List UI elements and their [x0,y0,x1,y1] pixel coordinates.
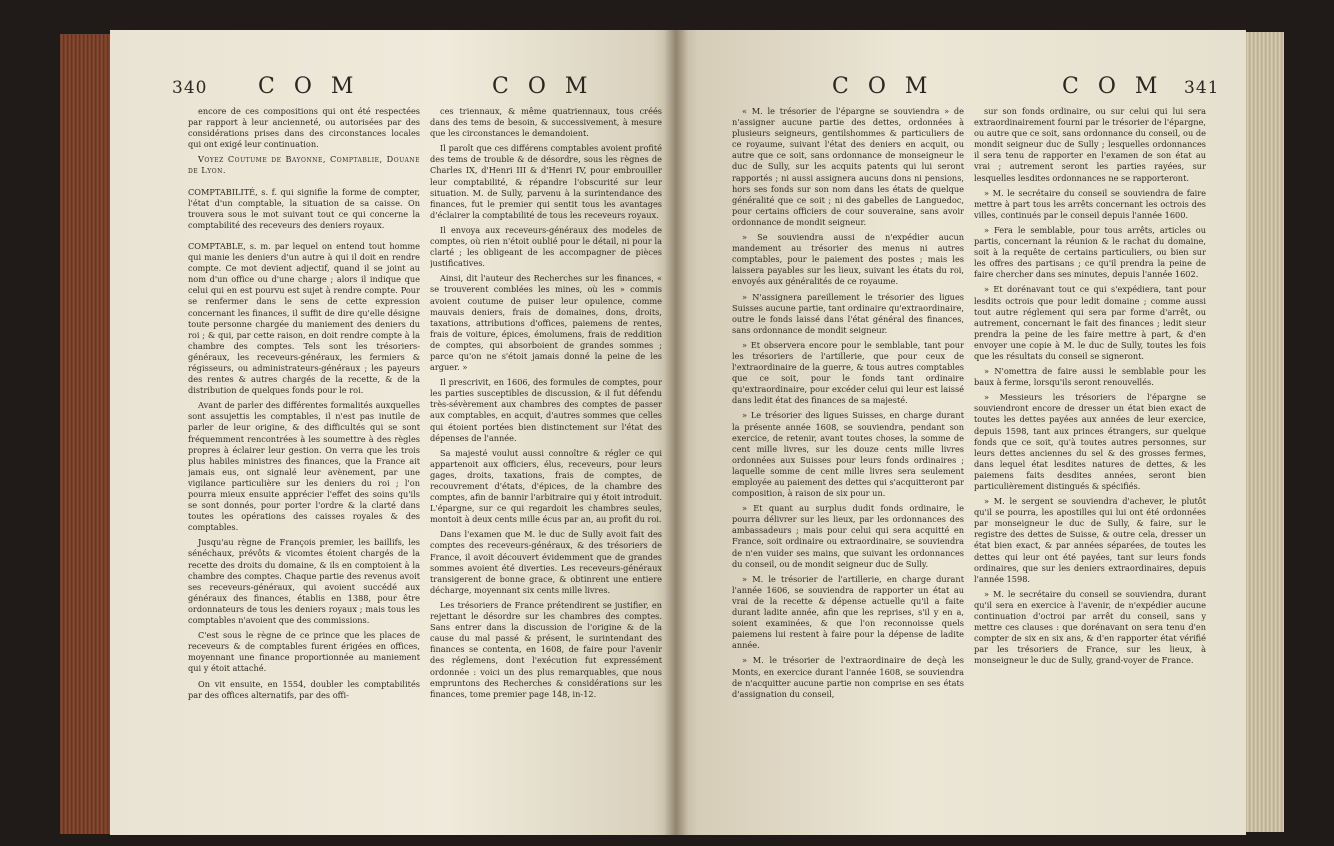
page-edges-right [1240,32,1284,832]
entry-comptabilite: COMPTABILITÉ, s. f. qui signifie la forme de compter, l'état d'un comptable, la situation de sa caisse. On trouvera sous le mot suivant tout ce qui concerne la comptabilité des receveurs des deniers royaux. [188,186,420,230]
paragraph: Il paroît que ces différens comptables avoient profité des tems de trouble & de désordre, sous les règnes de Charles IX, d'Henri III & d'Henri IV, pour embrouiller leur comptabilité, & répandre l'obscurité sur leur situation. M. de Sully, parvenu à la surintendance des finances, fut le premier qui sentit tous les avantages d'éclairer la comptabilité de tous les receveurs royaux. [430,143,662,220]
paragraph: Avant de parler des différentes formalités auxquelles sont assujettis les comptables, il n'est pas inutile de parler de leur origine, & des difficultés qui se sont fréquemment rencontrées à les soumettre à des règles propres à éclairer leur gestion. On verra que les trois plus habiles ministres des finances, que la France ait jamais eus, ont signalé leur avènement, par une vigilance particulière sur les deniers du roi ; l'on pourra mieux ensuite apprécier l'effet des soins qu'ils se sont donnés, pour porter l'ordre & la clarté dans toutes les opérations des caisses royales & des comptables. [188,400,420,533]
paragraph: Dans l'examen que M. le duc de Sully avoit fait des comptes des receveurs-généraux, & des trésoriers de France, il avoit découvert évidemment que de grandes sommes avoient été diverties. Les receveurs-généraux transigerent de bonne grace, & obtinrent une entiere décharge, moyennant six cents mille livres. [430,529,662,595]
paragraph: » Messieurs les trésoriers de l'épargne se souviendront encore de dresser un état bien exact de toutes les dettes payées aux années de leur exercice, depuis 1598, tant aux princes étrangers, sur quelque fonds que ce soit, qu'à toutes autres personnes, sur leurs dettes anciennes du sel & des grosses fermes, dans lequel état lesdites natures de dettes, & les paiemens faits desdites années, seront bien particulièrement distingués & spécifiés. [974,392,1206,491]
left-page-column-1 [188,106,420,806]
right-page-column-1 [732,106,964,806]
paragraph: » N'omettra de faire aussi le semblable pour les baux à ferme, lorsqu'ils seront renouvellés. [974,366,1206,388]
right-page [676,30,1246,835]
right-page-column-2 [974,106,1206,806]
book-gutter [664,30,688,835]
page-number-right: 341 [1184,78,1220,98]
paragraph: encore de ces compositions qui ont été respectées par rapport à leur ancienneté, ou autorisées par des considérations prises dans des circonstances locales qui ont exigé leur continuation. [188,106,420,150]
entry-comptable: COMPTABLE, s. m. par lequel on entend tout homme qui manie les deniers d'un autre à qui il doit en rendre compte. Ce mot devient adjectif, quand il se joint au nom d'un office ou d'une charge ; alors il indique que celui qui en est pourvu est sujet à rendre compte. Pour se renfermer dans le sens de cette expression concernant les finances, il suffit de dire qu'elle désigne toute personne chargée du maniement des deniers du roi ; & qui, par cette raison, en doit rendre compte à la chambre des comptes. Tels sont les trésoriers-généraux, les receveurs-généraux, les fermiers & régisseurs, ou administrateurs-généraux ; les payeurs des rentes & autres chargés de la recette, & de la distribution de quelques fonds pour le roi. [188,240,420,396]
running-head-left-1: C O M [258,74,360,99]
paragraph: Voyez Coutume de Bayonne, Comptablie, Douane de Lyon. [188,154,420,176]
paragraph: » M. le secrétaire du conseil se souviendra de faire mettre à part tous les arrêts concernant les octrois des villes, continués par le conseil depuis l'année 1600. [974,187,1206,220]
paragraph: Ainsi, dit l'auteur des Recherches sur les finances, « se trouverent comblées les mines, où les » commis avoient coutume de puiser leur opulence, comme mauvais deniers, frais de domaines, dons, droits, taxations, attributions d'offices, paiemens de rentes, frais de voiture, épices, émolumens, frais de reddition de comptes, qui absorboient de grandes sommes ; parce qu'on ne s'étoit jamais donné la peine de les arguer. » [430,273,662,373]
page-edges-left [60,34,116,834]
paragraph: Sa majesté voulut aussi connoître & régler ce qui appartenoit aux officiers, élus, receveurs, pour leurs gages, droits, taxations, frais de comptes, de recouvrement d'états, d'épices, de la chambre des comptes, afin de bannir l'arbitraire qui y étoit introduit. L'épargne, sur ce qui regardoit les chambres seules, montoit à deux cents mille écus par an, au profit du roi. [430,447,662,525]
paragraph: Les trésoriers de France prétendirent se justifier, en rejettant le désordre sur les chambres des comptes. Sans entrer dans la discussion de l'origine & de la cause du mal passé & présent, le surintendant des finances se contenta, en 1608, de faire pour l'avenir des réglemens, dont l'exécution fut expressément ordonnée : voici un des plus remarquables, que nous empruntons des Recherches & considérations sur les finances, tome premier page 148, in-12. [430,599,662,699]
paragraph: » M. le trésorier de l'artillerie, en charge durant l'année 1606, se souviendra de rapporter un état au vrai de la recette & dépense actuelle qu'il a faite durant ladite année, afin que les reprises, s'il y en a, soient examinées, & que l'on reconnoisse quels paiemens lui restent à faire pour la dépense de ladite année. [732,573,964,651]
left-page-column-2 [430,106,662,806]
paragraph: Il prescrivit, en 1606, des formules de comptes, pour les parties susceptibles de discussion, & il fut défendu très-sévèrement aux chambres des comptes de passer aux comptables, en acquit, d'autres sommes que celles qui étoient portées bien distinctement sur l'état des dépenses de l'année. [430,377,662,443]
paragraph: Jusqu'au règne de François premier, les baillifs, les sénéchaux, prévôts & vicomtes étoient chargés de la recette des droits du domaine, & ils en comptoient à la chambre des comptes. Chaque partie des revenus avoit ses receveurs-généraux, qui avoient succédé aux généraux des finances, établis en 1388, pour être ordonnateurs de tous les deniers royaux ; mais tous les comptables n'avoient que des commissions. [188,537,420,626]
paragraph: » Se souviendra aussi de n'expédier aucun mandement au trésorier des menus ni autres comptables, pour le paiement des postes ; mais les laissera payables sur les lieux, suivant les états du roi, envoyés aux généralités de ce royaume. [732,232,964,287]
running-head-left-2: C O M [492,74,594,99]
paragraph: » M. le sergent se souviendra d'achever, le plutôt qu'il se pourra, les apostilles qui lui ont été ordonnées par monseigneur le duc de Sully, & faire, sur le registre des dettes de Suisse, & outre cela, dresser un état bien exact, & par années séparées, de toutes les dettes qui leur ont été payées, tant sur leurs fonds ordinaires, que sur les deniers extraordinaires, depuis l'année 1598. [974,496,1206,584]
paragraph: C'est sous le règne de ce prince que les places de receveurs & de comptables furent érigées en offices, moyennant une finance proportionnée au maniement qui y étoit attaché. [188,630,420,674]
paragraph: » M. le trésorier de l'extraordinaire de deçà les Monts, en exercice durant l'année 1608, se souviendra de n'acquitter aucune partie non comprise en ses états d'assignation du conseil, [732,655,964,699]
paragraph: ces triennaux, & même quatriennaux, tous créés dans des tems de besoin, & successivement, à mesure que les circonstances le demandoient. [430,106,662,139]
left-page [110,30,676,835]
paragraph: » N'assignera pareillement le trésorier des ligues Suisses aucune partie, tant ordinaire qu'extraordinaire, outre le fonds laissé dans l'état général des finances, sans ordonnance de mondit seigneur. [732,291,964,335]
paragraph: Il envoya aux receveurs-généraux des modeles de comptes, où rien n'étoit oublié pour le détail, ni pour la clarté ; les obligeant de les accompagner de pièces justificatives. [430,224,662,269]
paragraph: » Fera le semblable, pour tous arrêts, articles ou partis, concernant la réunion & le rachat du domaine, soit à la requête de certains particuliers, ou bien sur les offres des partisans ; ce qu'il prendra la peine de faire chercher dans ses minutes, depuis l'année 1602. [974,224,1206,280]
paragraph: sur son fonds ordinaire, ou sur celui qui lui sera extraordinairement fourni par le trésorier de l'épargne, ou autre que ce soit, sans ordonnance du conseil, ou de mondit seigneur duc de Sully ; lesquelles ordonnances il sera tenu de rapporter en l'examen de son état au vrai ; autrement seront les parties rayées, sur lesquelles lesdites ordonnances ne se rapporteront. [974,106,1206,183]
paragraph: » Et dorénavant tout ce qui s'expédiera, tant pour lesdits octrois que pour ledit domaine ; comme aussi tout autre réglement qui sera par forme d'arrêt, ou autrement, concernant le fait des finances ; ledit sieur prendra la peine de les faire mettre à part, & d'en envoyer une copie à M. le duc de Sully, toutes les fois que les résultats du conseil se signeront. [974,284,1206,361]
paragraph: » M. le secrétaire du conseil se souviendra, durant qu'il sera en exercice à l'avenir, de n'expédier aucune continuation d'octroi par arrêt du conseil, sans y mettre ces clauses : que dorénavant on sera tenu d'en compter de six en six ans, & d'en rapporter état vérifié par les trésoriers de France, sur les lieux, à monseigneur le duc de Sully, grand-voyer de France. [974,588,1206,666]
page-number-left: 340 [172,78,208,98]
paragraph: » Et observera encore pour le semblable, tant pour les trésoriers de l'artillerie, que pour ceux de l'extraordinaire de la guerre, & tous autres comptables que ce soit, pour le fonds tant ordinaire qu'extraordinaire, pour excéder celui qui leur est laissé dans ledit état des finances de sa majesté. [732,339,964,406]
paragraph: On vit ensuite, en 1554, doubler les comptabilités par des offices alternatifs, par des offi- [188,678,420,700]
paragraph: » Et quant au surplus dudit fonds ordinaire, le pourra délivrer sur les lieux, par les ordonnances des ambassadeurs ; mais pour celui qui sera acquitté en France, soit ordinaire ou extraordinaire, se souviendra de n'en vuider ses mains, que suivant les ordonnances du conseil, ou de mondit seigneur duc de Sully. [732,503,964,569]
running-head-right-2: C O M [1062,74,1164,99]
paragraph: « M. le trésorier de l'épargne se souviendra » de n'assigner aucune partie des dettes, ordonnées à plusieurs seigneurs, gentilshommes & particuliers de ce royaume, suivant l'état des deniers en acquit, ou autre que ce soit, sans ordonnance de monseigneur le duc de Sully, sur les acquits patents qui lui seront rapportés ; ni aussi assignera aucuns dons ni pensions, hors ses fonds sur son nom dans les états de quelque généralité que ce soit ; ni des gabelles de Languedoc, pour certains officiers de cour souveraine, sans avoir ordonnance de mondit seigneur. [732,106,964,227]
paragraph: » Le trésorier des ligues Suisses, en charge durant la présente année 1608, se souviendra, pendant son exercice, de retenir, avant toutes choses, la somme de cent mille livres, sur les douze cents mille livres ordonnées aux Suisses pour leurs fonds ordinaires ; laquelle somme de cent mille livres sera seulement employée au paiement des dettes qui s'acquitteront par composition, à raison de six pour un. [732,410,964,499]
running-head-right-1: C O M [832,74,934,99]
